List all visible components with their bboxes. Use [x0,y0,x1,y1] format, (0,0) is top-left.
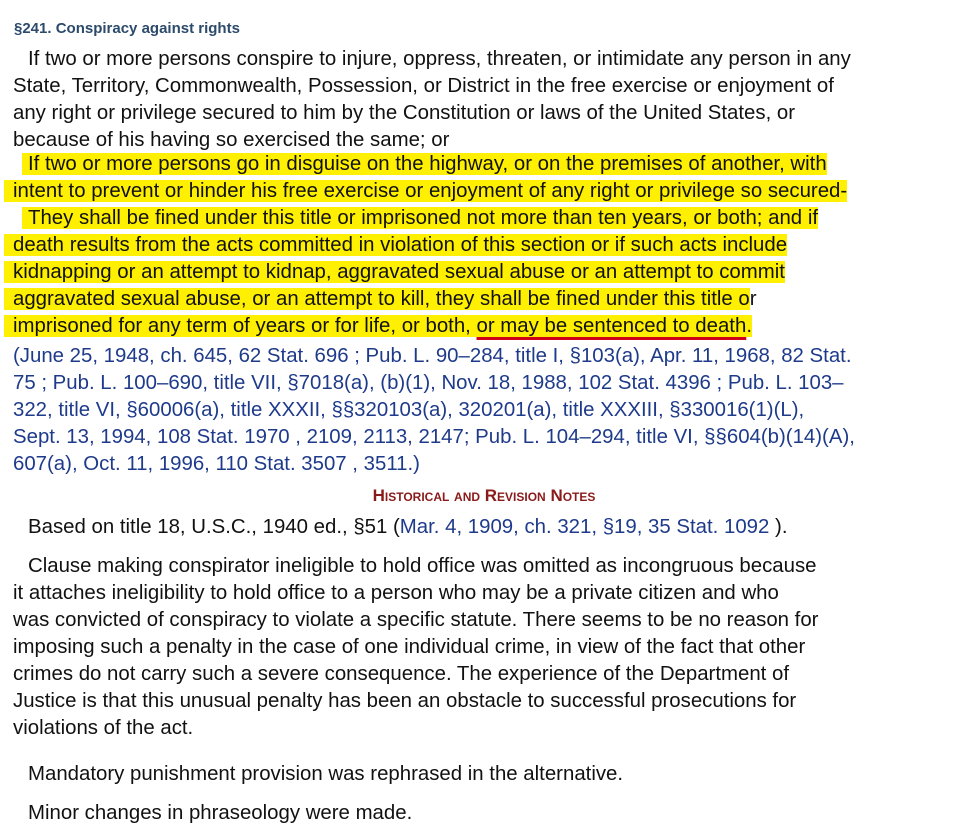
statute-line: If two or more persons conspire to injure, oppress, threaten, or intimidate any person in any [28,48,851,70]
highlighted-text: They shall be fined under this title or imprisoned not more than ten years, or both; and if [22,207,818,229]
note-line: was convicted of conspiracy to violate a specific statute. There seems to be no reason for [13,609,819,631]
statute-line: State, Territory, Commonwealth, Possession, or District in the free exercise or enjoyment of [13,75,834,97]
statute-line: because of his having so exercised the same; or [13,129,450,151]
highlighted-text: death results from the acts committed in violation of this section or if such acts include [4,234,787,256]
note-line: Clause making conspirator ineligible to hold office was omitted as incongruous because [28,555,817,577]
mandatory-note: Mandatory punishment provision was rephrased in the alternative. [28,763,624,785]
statute-line: any right or privilege secured to him by the Constitution or laws of the United States, or [13,102,796,124]
citation-line[interactable]: 322, title VI, §60006(a), title XXXII, §§320103(a), 320201(a), title XXXIII, §330016(1)(L), [13,399,805,421]
highlighted-text: If two or more persons go in disguise on the highway, or on the premises of another, with [22,153,827,175]
note-line: crimes do not carry such a severe consequence. The experience of the Department of [13,663,790,685]
minor-note: Minor changes in phraseology were made. [28,802,413,824]
citation-line[interactable]: (June 25, 1948, ch. 645, 62 Stat. 696 ; Pub. L. 90–284, title I, §103(a), Apr. 11, 1968, 82 Stat. [13,345,852,367]
based-on-link[interactable]: Mar. 4, 1909, ch. 321, §19, 35 Stat. 1092 [399,516,770,538]
note-line: it attaches ineligibility to hold office to a person who may be a private citizen and who [13,582,779,604]
highlighted-text: intent to prevent or hinder his free exercise or enjoyment of any right or privilege so secured- [4,180,847,202]
based-on-suffix: ). [769,516,788,538]
highlighted-text: kidnapping or an attempt to kidnap, aggravated sexual abuse or an attempt to commit [4,261,785,283]
highlighted-text: aggravated sexual abuse, or an attempt to kill, they shall be fined under this title o [4,288,750,310]
citation-line[interactable]: 75 ; Pub. L. 100–690, title VII, §7018(a), (b)(1), Nov. 18, 1988, 102 Stat. 4396 ; Pub. L. 103– [13,372,844,394]
based-on-prefix: Based on title 18, U.S.C., 1940 ed., §51 ( [28,516,400,538]
citation-line[interactable]: 607(a), Oct. 11, 1996, 110 Stat. 3507 , 3511.) [13,453,420,475]
highlighted-text: imprisoned for any term of years or for life, or both, [4,315,477,337]
citation-line[interactable]: Sept. 13, 1994, 108 Stat. 1970 , 2109, 2113, 2147; Pub. L. 104–294, title VI, §§604(b)(14)(A), [13,426,855,448]
notes-title: Historical and Revision Notes [372,486,596,505]
underlined-death-penalty-text: or may be sentenced to death [476,315,747,337]
note-line: violations of the act. [13,717,194,739]
note-line: Justice is that this unusual penalty has been an obstacle to successful prosecutions for [13,690,797,712]
based-on-note [28,513,787,541]
statute-text: r [749,288,757,310]
note-line: imposing such a penalty in the case of one individual crime, in view of the fact that other [13,636,806,658]
section-heading: §241. Conspiracy against rights [14,20,240,37]
